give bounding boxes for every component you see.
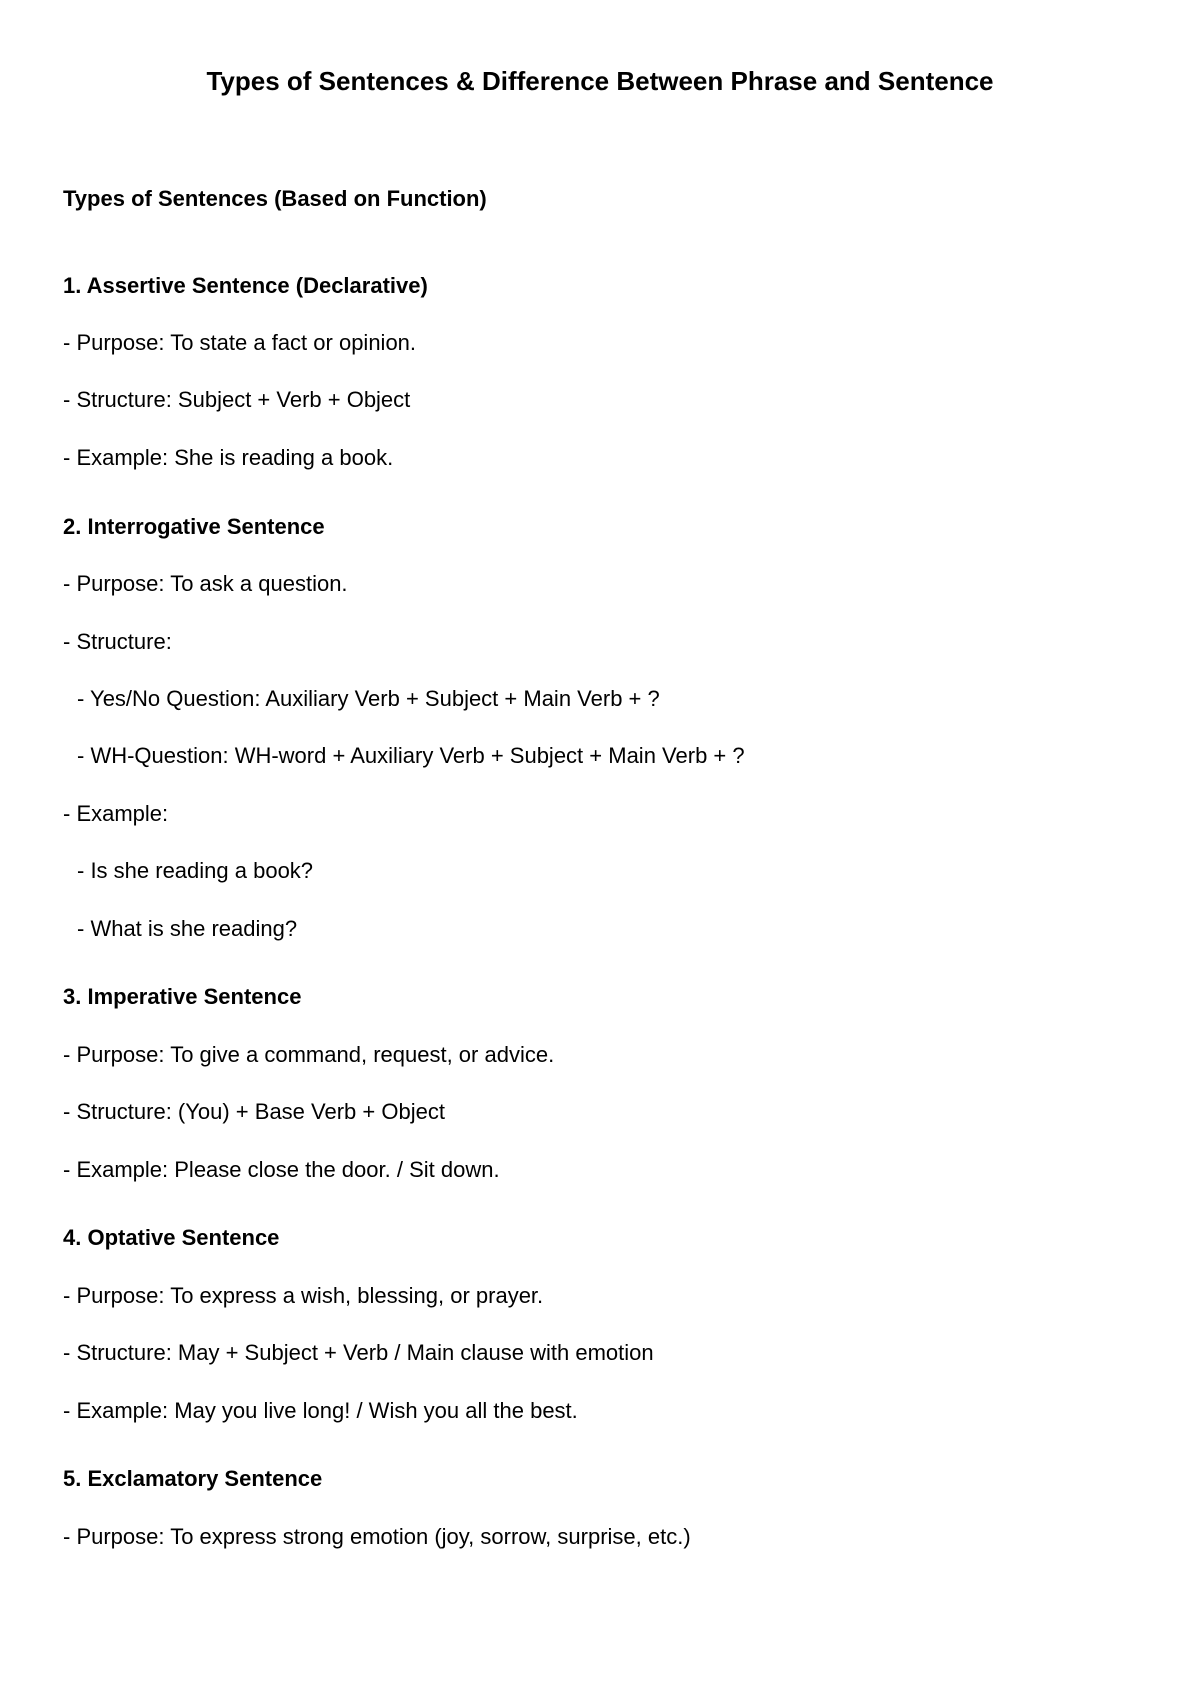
purpose-line: - Purpose: To express strong emotion (joy, sorrow, surprise, etc.) — [63, 1524, 691, 1549]
example-line: - Example: Please close the door. / Sit down. — [63, 1157, 500, 1182]
structure-line: - Structure: May + Subject + Verb / Main clause with emotion — [63, 1340, 654, 1365]
sentence-type-heading: 3. Imperative Sentence — [63, 984, 302, 1009]
structure-line: - Structure: — [63, 629, 172, 654]
section-heading: Types of Sentences (Based on Function) — [63, 186, 487, 211]
sentence-type-heading: 5. Exclamatory Sentence — [63, 1466, 323, 1491]
structure-line: - Structure: Subject + Verb + Object — [63, 387, 411, 412]
example-subline: - Is she reading a book? — [77, 858, 314, 883]
purpose-line: - Purpose: To give a command, request, or advice. — [63, 1042, 555, 1067]
purpose-line: - Purpose: To express a wish, blessing, or prayer. — [63, 1283, 544, 1308]
sentence-type-heading: 2. Interrogative Sentence — [63, 514, 325, 539]
example-line: - Example: May you live long! / Wish you all the best. — [63, 1398, 578, 1423]
sentence-type-heading: 4. Optative Sentence — [63, 1225, 280, 1250]
page-title: Types of Sentences & Difference Between Phrase and Sentence — [206, 66, 994, 96]
example-subline: - What is she reading? — [77, 916, 298, 941]
structure-subline: - WH-Question: WH-word + Auxiliary Verb + Subject + Main Verb + ? — [77, 743, 745, 768]
structure-line: - Structure: (You) + Base Verb + Object — [63, 1099, 445, 1124]
example-line: - Example: — [63, 801, 169, 826]
sentence-type-heading: 1. Assertive Sentence (Declarative) — [63, 273, 428, 298]
example-line: - Example: She is reading a book. — [63, 445, 394, 470]
structure-subline: - Yes/No Question: Auxiliary Verb + Subject + Main Verb + ? — [77, 686, 660, 711]
purpose-line: - Purpose: To ask a question. — [63, 571, 348, 596]
purpose-line: - Purpose: To state a fact or opinion. — [63, 330, 417, 355]
